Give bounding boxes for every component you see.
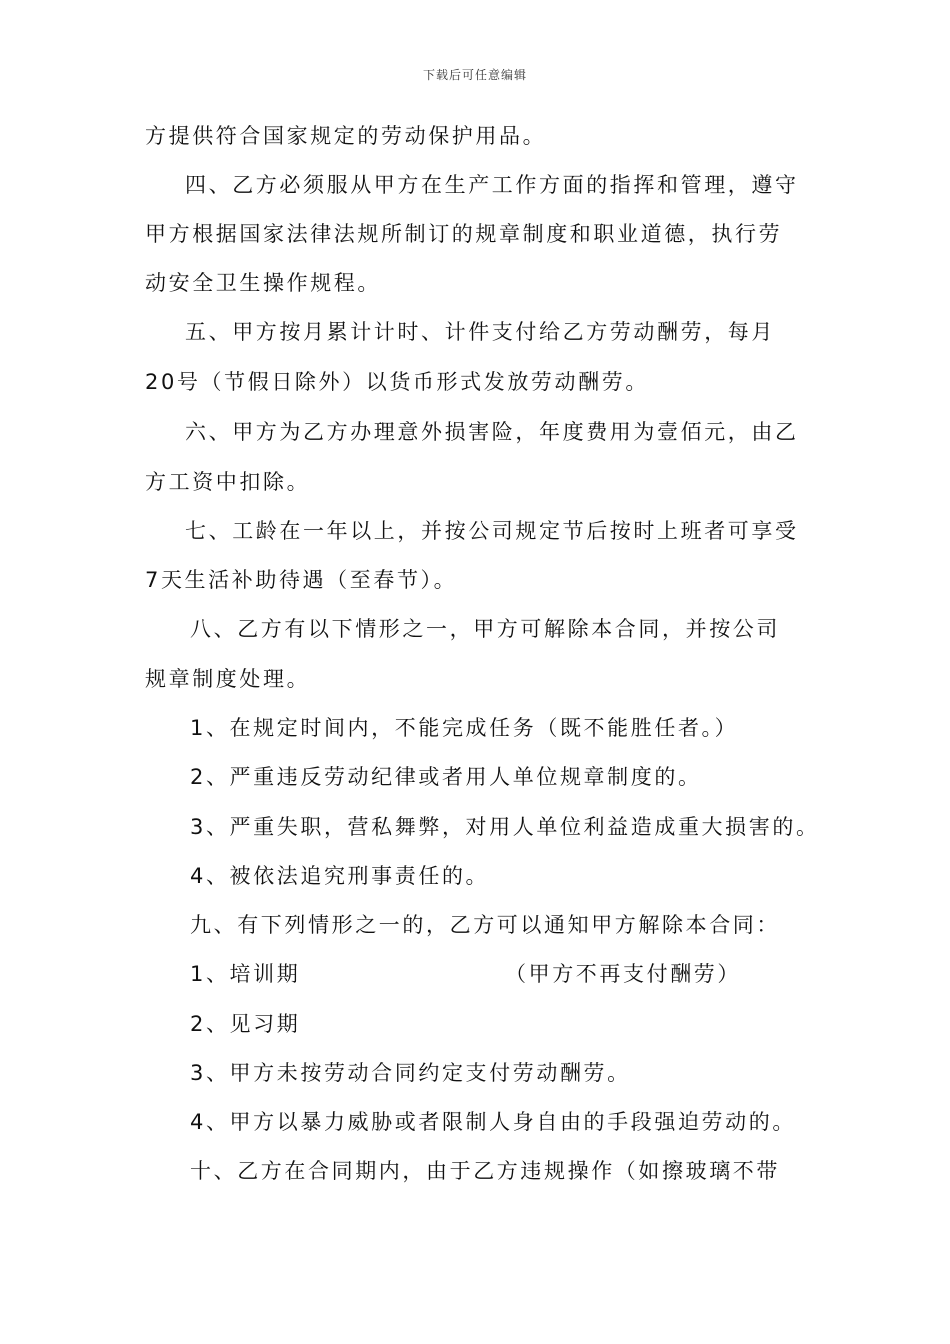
text-line-9: 七、工龄在一年以上，并按公司规定节后按时上班者可享受: [185, 519, 799, 543]
page-header: 下载后可任意编辑: [422, 68, 527, 82]
text-line-19: 2、见习期: [190, 1012, 301, 1036]
text-line-8: 方工资中扣除。: [145, 470, 311, 494]
text-line-12: 规章制度处理。: [145, 667, 311, 691]
text-line-17: 九、有下列情形之一的，乙方可以通知甲方解除本合同：: [190, 913, 780, 937]
text-line-16: 4、被依法追究刑事责任的。: [190, 864, 490, 888]
text-line-22: 十、乙方在合同期内，由于乙方违规操作（如擦玻璃不带: [190, 1159, 780, 1183]
text-line-13: 1、在规定时间内，不能完成任务（既不能胜任者。）: [190, 716, 739, 740]
text-line-18: 1、培训期: [190, 962, 301, 986]
text-line-6: 20号（节假日除外）以货币形式发放劳动酬劳。: [145, 370, 649, 394]
training-note: （甲方不再支付酬劳）: [505, 962, 741, 986]
text-line-7: 六、甲方为乙方办理意外损害险，年度费用为壹佰元，由乙: [185, 420, 799, 444]
text-line-20: 3、甲方未按劳动合同约定支付劳动酬劳。: [190, 1061, 631, 1085]
text-line-21: 4、甲方以暴力威胁或者限制人身自由的手段强迫劳动的。: [190, 1110, 796, 1134]
text-line-3: 甲方根据国家法律法规所制订的规章制度和职业道德，执行劳: [145, 222, 783, 246]
text-line-14: 2、严重违反劳动纪律或者用人单位规章制度的。: [190, 765, 702, 789]
text-line-2: 四、乙方必须服从甲方在生产工作方面的指挥和管理，遵守: [185, 173, 799, 197]
text-line-4: 动安全卫生操作规程。: [145, 271, 381, 295]
text-line-10: 7天生活补助待遇（至春节）。: [145, 568, 458, 592]
text-line-15: 3、严重失职，营私舞弊，对用人单位利益造成重大损害的。: [190, 815, 820, 839]
text-line-5: 五、甲方按月累计计时、计件支付给乙方劳动酬劳，每月: [185, 320, 775, 344]
text-line-11: 八、乙方有以下情形之一，甲方可解除本合同，并按公司: [190, 617, 780, 641]
text-line-1: 方提供符合国家规定的劳动保护用品。: [145, 124, 547, 148]
